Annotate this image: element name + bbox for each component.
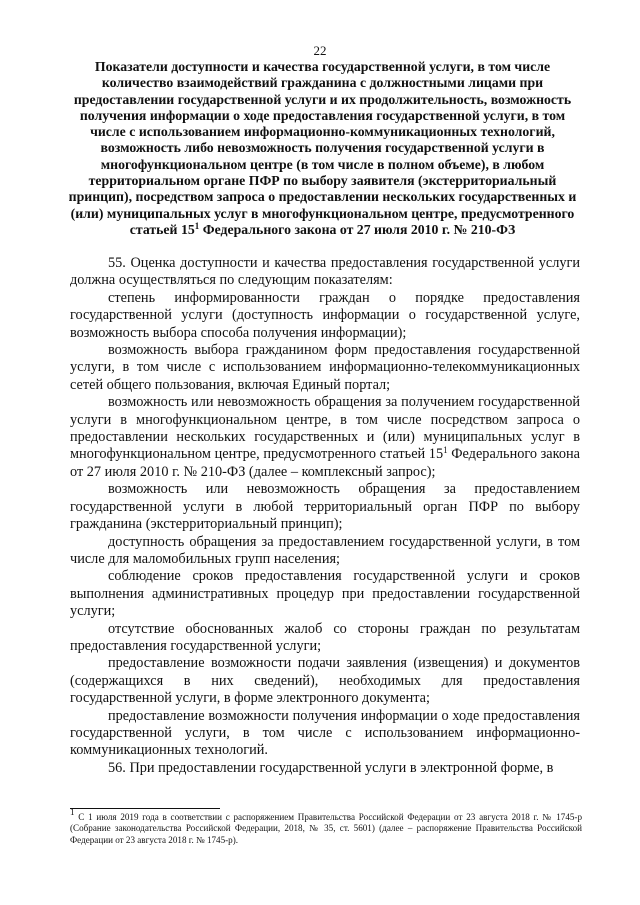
paragraph-mfc <box>70 394 580 481</box>
footnote <box>70 807 582 846</box>
paragraph-55: 55. Оценка доступности и качества предоставления государственной услуги должна осуществляться по следующим показателям: <box>70 255 580 289</box>
paragraph-extraterritorial: возможность или невозможность обращения за предоставлением государственной услуги в любой территориальный орган ПФР по выбору гражданина (экстерриториальный принцип); <box>70 481 580 533</box>
footnote-divider <box>70 808 220 809</box>
paragraph-complaints: отсутствие обоснованных жалоб со стороны граждан по результатам предоставления государственной услуги; <box>70 620 580 654</box>
section-heading <box>62 59 583 238</box>
paragraph-mfc-text-end: Федерального закона от 27 июля 2010 г. № 210-ФЗ (далее – комплексный запрос); <box>70 446 580 480</box>
paragraph-electronic-submission: предоставление возможности подачи заявления (извещения) и документов (содержащихся в них сведений), необходимых для предоставления государственной услуги, в форме электронного документа; <box>70 655 580 707</box>
paragraph-informedness: степень информированности граждан о порядке предоставления государственной услуги (доступность информации о государственной услуге, возможность выбора способа получения информации); <box>70 289 580 341</box>
heading-text-main: Показатели доступности и качества государственной услуги, в том числе количество взаимодействий гражданина с должностными лицами при предоставлении государственной услуги и их продолжительность, возможность получения информации о ходе предоставления государственной услуги, в том числе с использованием информационно-коммуникационных технологий, возможность либо невозможность получения государственной услуги в многофункциональном центре (в том числе в полном объеме), в любом территориальном органе ПФР по выбору заявителя (экстерриториальный принцип), посредством запроса о предоставлении нескольких государственных и (или) муниципальных услуг в многофункциональном центре, предусмотренного статьей 15 <box>68 59 577 237</box>
paragraph-mfc-text: возможность или невозможность обращения за получением государственной услуги в многофункциональном центре, в том числе посредством запроса о предоставлении нескольких государственных и (или) муниципальных услуг в многофункциональном центре, предусмотренного статьей 15 <box>70 394 580 463</box>
paragraph-deadlines: соблюдение сроков предоставления государственной услуги и сроков выполнения административных процедур при предоставлении государственной услуги; <box>70 568 580 620</box>
document-body <box>70 255 580 777</box>
paragraph-56: 56. При предоставлении государственной услуги в электронной форме, в <box>108 759 554 776</box>
footnote-marker: 1 <box>70 807 75 817</box>
paragraph-accessibility: доступность обращения за предоставлением государственной услуги, в том числе для маломобильных групп населения; <box>70 533 580 567</box>
footnote-text: С 1 июля 2019 года в соответствии с распоряжением Правительства Российской Федерации от 23 августа 2018 г. № 1745-р (Собрание законодательства Российской Федерации, 2018, № 35, ст. 5601) (далее – распоряжение Правительства Российской Федерации от 23 августа 2018 г. № 1745-р). <box>70 812 582 845</box>
heading-superscript: 1 <box>194 220 200 231</box>
page-number: 22 <box>313 43 327 58</box>
paragraph-status-info: предоставление возможности получения информации о ходе предоставления государственной услуги, в том числе с использованием информационно-коммуникационных технологий. <box>70 707 580 759</box>
paragraph-mfc-superscript: 1 <box>443 445 448 456</box>
heading-text-end: Федерального закона от 27 июля 2010 г. № 210-ФЗ <box>199 221 516 237</box>
paragraph-form-choice: возможность выбора гражданином форм предоставления государственной услуги, в том числе с использованием информационно-телекоммуникационных сетей общего пользования, включая Единый портал; <box>70 342 580 393</box>
